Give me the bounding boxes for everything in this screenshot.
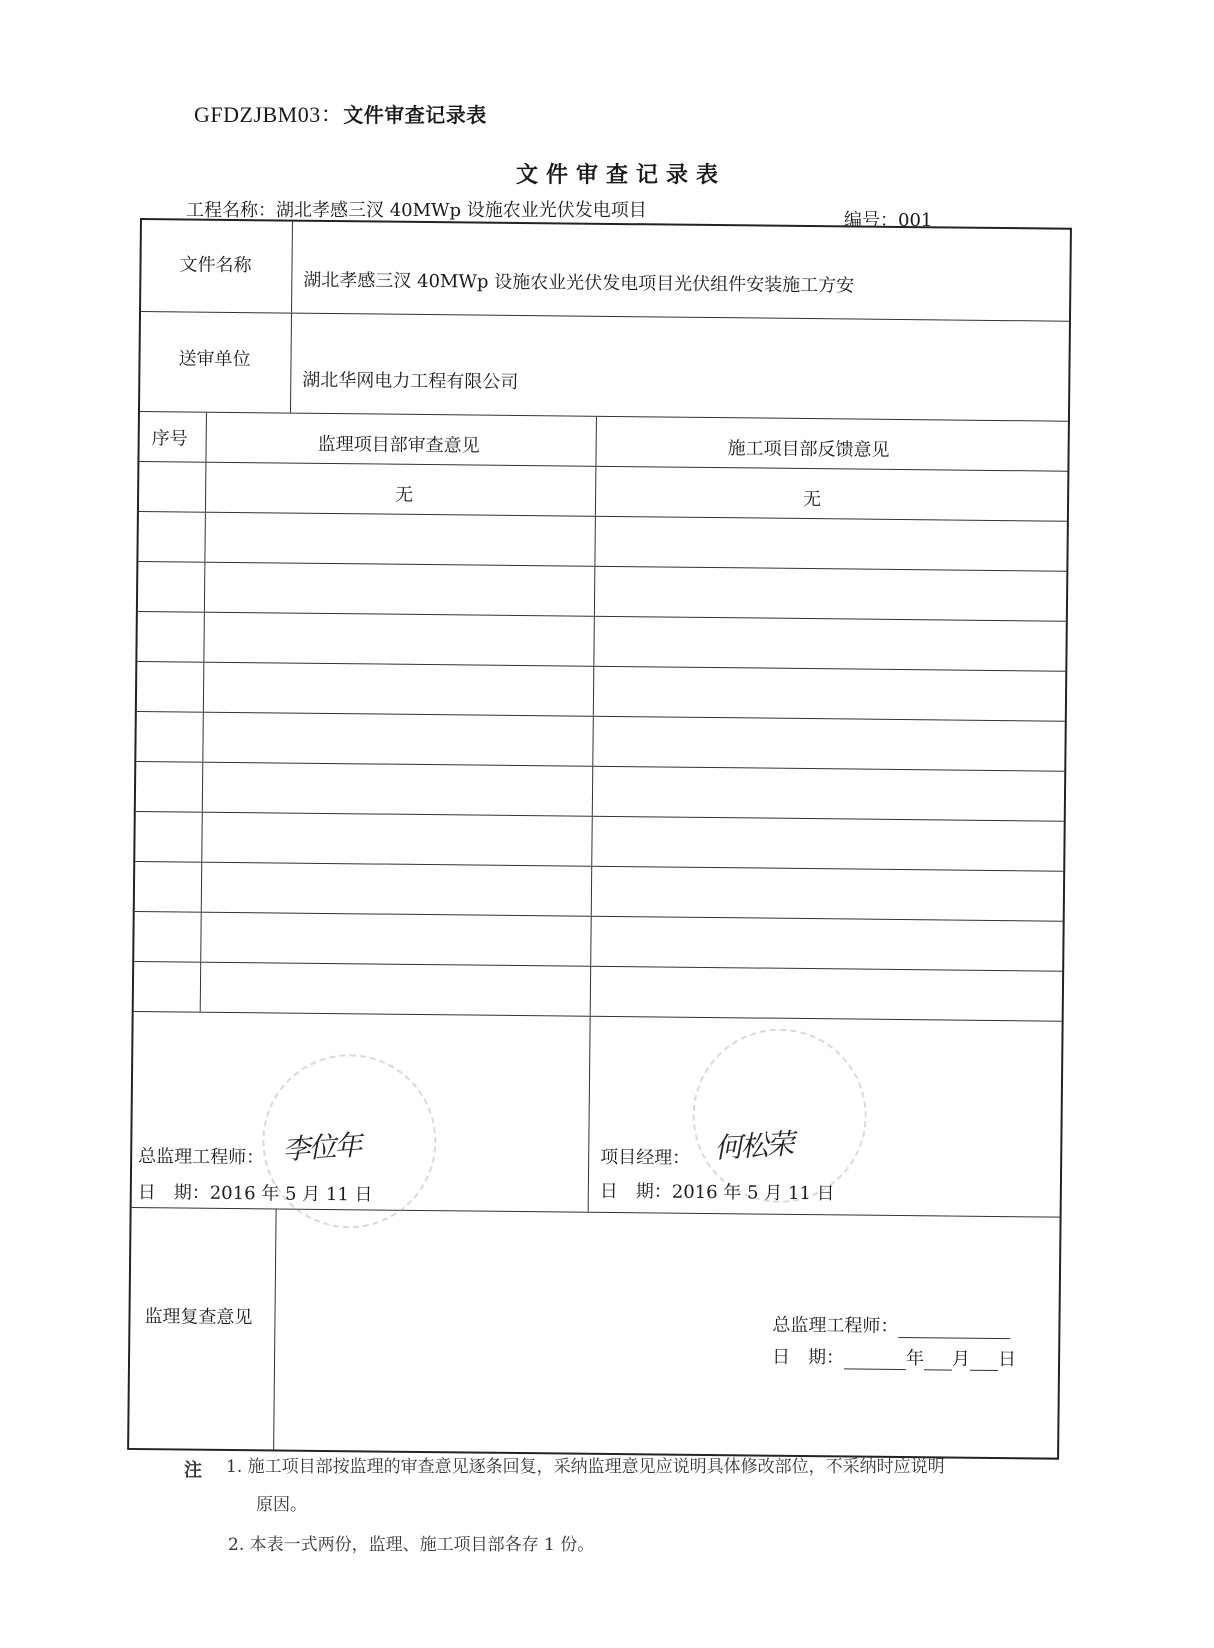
date-label-right: 日 期： xyxy=(599,1180,672,1203)
note-2: 2. 本表一式两份，监理、施工项目部各存 1 份。 xyxy=(228,1535,595,1555)
date-left xyxy=(138,1178,373,1206)
number-value: 001 xyxy=(898,210,933,231)
recheck-row xyxy=(129,1208,1059,1458)
recheck-engineer xyxy=(772,1311,1010,1339)
date-right xyxy=(600,1177,835,1205)
recheck-day: 日 xyxy=(997,1349,1017,1371)
project-value: 湖北孝感三汊 40MWp 设施农业光伏发电项目 xyxy=(276,200,647,221)
recheck-year-blank xyxy=(844,1368,906,1370)
recheck-label: 监理复查意见 xyxy=(144,1306,253,1329)
recheck-year: 年 xyxy=(905,1348,925,1370)
col-construction-header: 施工项目部反馈意见 xyxy=(727,438,890,461)
recheck-engineer-label: 总监理工程师： xyxy=(772,1314,899,1338)
file-name-label: 文件名称 xyxy=(179,254,252,277)
pm-label: 项目经理： xyxy=(600,1146,691,1169)
notes-mark: 注 xyxy=(184,1460,202,1481)
submit-unit-value: 湖北华网电力工程有限公司 xyxy=(302,369,519,393)
number-label: 编号： xyxy=(844,210,898,231)
date-value-right: 2016 年 5 月 11 日 xyxy=(671,1181,835,1205)
col-supervision-header: 监理项目部审查意见 xyxy=(317,433,480,457)
file-name-row xyxy=(141,220,1070,322)
recheck-date-label: 日 期： xyxy=(771,1346,845,1369)
review-record-table xyxy=(127,218,1072,1460)
recheck-engineer-blank xyxy=(898,1337,1010,1339)
date-label-left: 日 期： xyxy=(137,1182,210,1204)
form-code xyxy=(194,98,487,129)
form-code-title: 文件审查记录表 xyxy=(343,103,487,127)
row1-construction: 无 xyxy=(802,488,822,511)
project-name xyxy=(186,196,647,222)
note-1-continued: 原因。 xyxy=(256,1495,307,1515)
pm-signature: 何松荣 xyxy=(713,1127,794,1165)
page-title: 文件审查记录表 xyxy=(516,163,727,188)
recheck-month: 月 xyxy=(951,1348,971,1370)
chief-engineer-label: 总监理工程师： xyxy=(138,1146,265,1169)
recheck-day-blank xyxy=(970,1370,998,1371)
signature-row xyxy=(132,1012,1062,1218)
project-label: 工程名称： xyxy=(186,200,276,221)
chief-engineer-signature: 李位年 xyxy=(281,1128,362,1167)
date-value-left: 2016 年 5 月 11 日 xyxy=(209,1182,373,1206)
form-code-id: GFDZJBM03： xyxy=(194,102,344,127)
col-seq-header: 序号 xyxy=(151,428,188,450)
submit-unit-row xyxy=(140,312,1069,422)
file-name-value: 湖北孝感三汊 40MWp 设施农业光伏发电项目光伏组件安装施工方安 xyxy=(303,269,855,297)
submit-unit-label: 送审单位 xyxy=(178,348,251,371)
recheck-date xyxy=(772,1343,1016,1372)
row1-supervision: 无 xyxy=(395,484,414,506)
note-1: 1. 施工项目部按监理的审查意见逐条回复，采纳监理意见应说明具体修改部位，不采纳时应说明 xyxy=(226,1457,945,1477)
recheck-month-blank xyxy=(924,1369,952,1370)
